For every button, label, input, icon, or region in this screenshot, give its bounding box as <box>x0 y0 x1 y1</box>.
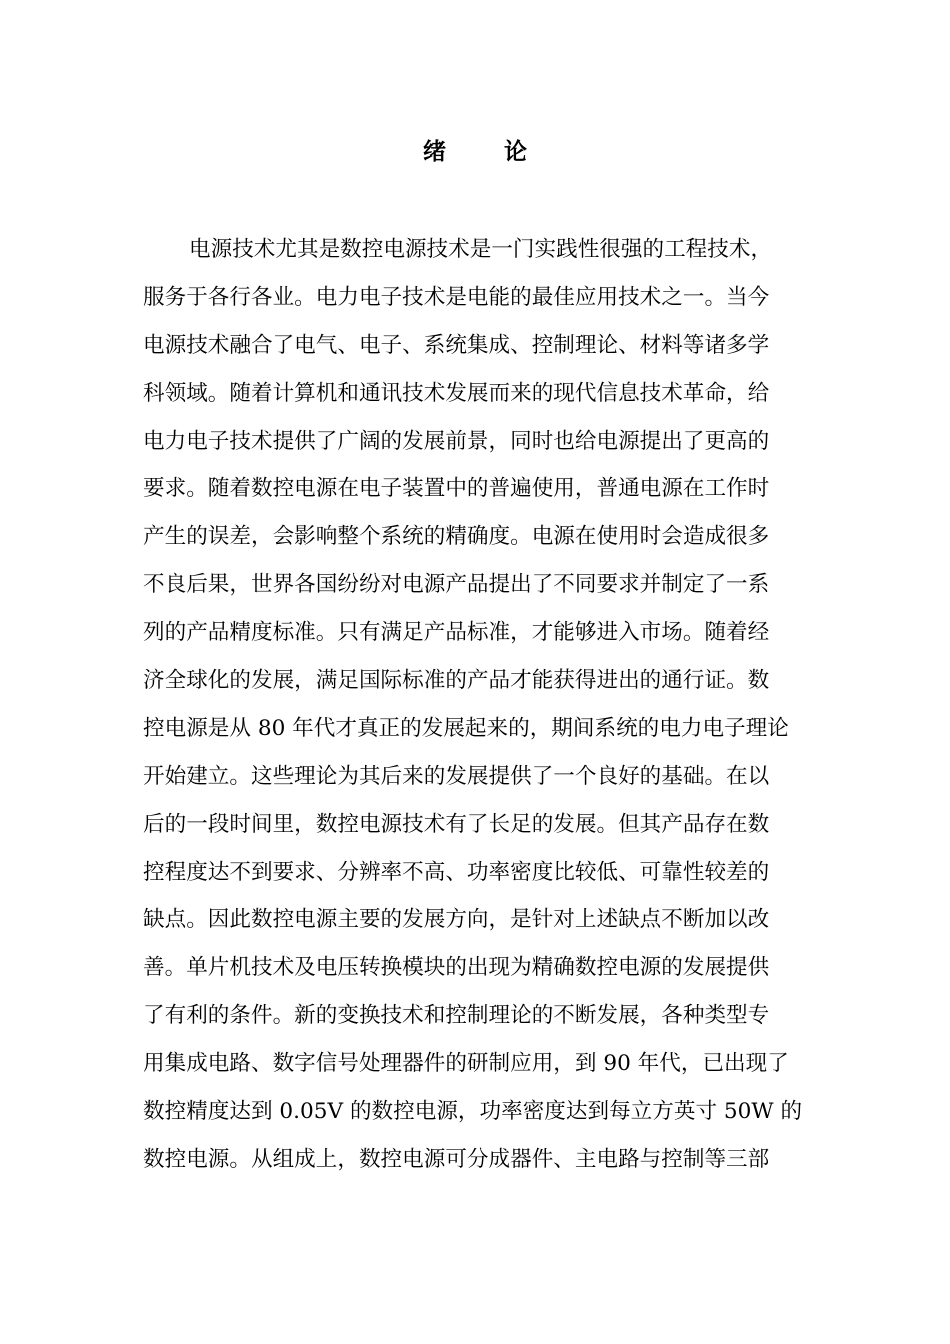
text-line: 列的产品精度标准。只有满足产品标准，才能够进入市场。随着经 <box>143 620 770 646</box>
text-line: 产生的误差，会影响整个系统的精确度。电源在使用时会造成很多 <box>143 524 770 550</box>
text-line: 科领域。随着计算机和通讯技术发展而来的现代信息技术革命，给 <box>143 380 770 406</box>
chapter-title: 绪论 <box>423 138 585 165</box>
text-line: 控程度达不到要求、分辨率不高、功率密度比较低、可靠性较差的 <box>143 859 770 885</box>
text-line: 济全球化的发展，满足国际标准的产品才能获得进出的通行证。数 <box>143 668 770 694</box>
text-line: 开始建立。这些理论为其后来的发展提供了一个良好的基础。在以 <box>143 763 770 789</box>
text-line: 数控精度达到 0.05V 的数控电源，功率密度达到每立方英寸 50W 的 <box>143 1099 803 1125</box>
text-line: 电源技术尤其是数控电源技术是一门实践性很强的工程技术， <box>189 237 773 262</box>
text-line: 要求。随着数控电源在电子装置中的普遍使用，普通电源在工作时 <box>143 476 770 502</box>
text-line: 缺点。因此数控电源主要的发展方向，是针对上述缺点不断加以改 <box>143 907 770 933</box>
text-line: 后的一段时间里，数控电源技术有了长足的发展。但其产品存在数 <box>143 811 770 837</box>
text-line: 不良后果，世界各国纷纷对电源产品提出了不同要求并制定了一系 <box>143 572 770 598</box>
body-text <box>143 230 809 1188</box>
text-line: 服务于各行各业。电力电子技术是电能的最佳应用技术之一。当今 <box>143 284 770 310</box>
text-line: 数控电源。从组成上，数控电源可分成器件、主电路与控制等三部 <box>143 1146 770 1172</box>
text-line: 控电源是从 80 年代才真正的发展起来的，期间系统的电力电子理论 <box>143 715 789 741</box>
text-line: 电源技术融合了电气、电子、系统集成、控制理论、材料等诸多学 <box>143 332 770 358</box>
text-line: 善。单片机技术及电压转换模块的出现为精确数控电源的发展提供 <box>143 955 770 981</box>
text-line: 电力电子技术提供了广阔的发展前景，同时也给电源提出了更高的 <box>143 428 770 454</box>
text-line: 了有利的条件。新的变换技术和控制理论的不断发展，各种类型专 <box>143 1003 770 1029</box>
text-line: 用集成电路、数字信号处理器件的研制应用，到 90 年代，已出现了 <box>143 1051 789 1077</box>
